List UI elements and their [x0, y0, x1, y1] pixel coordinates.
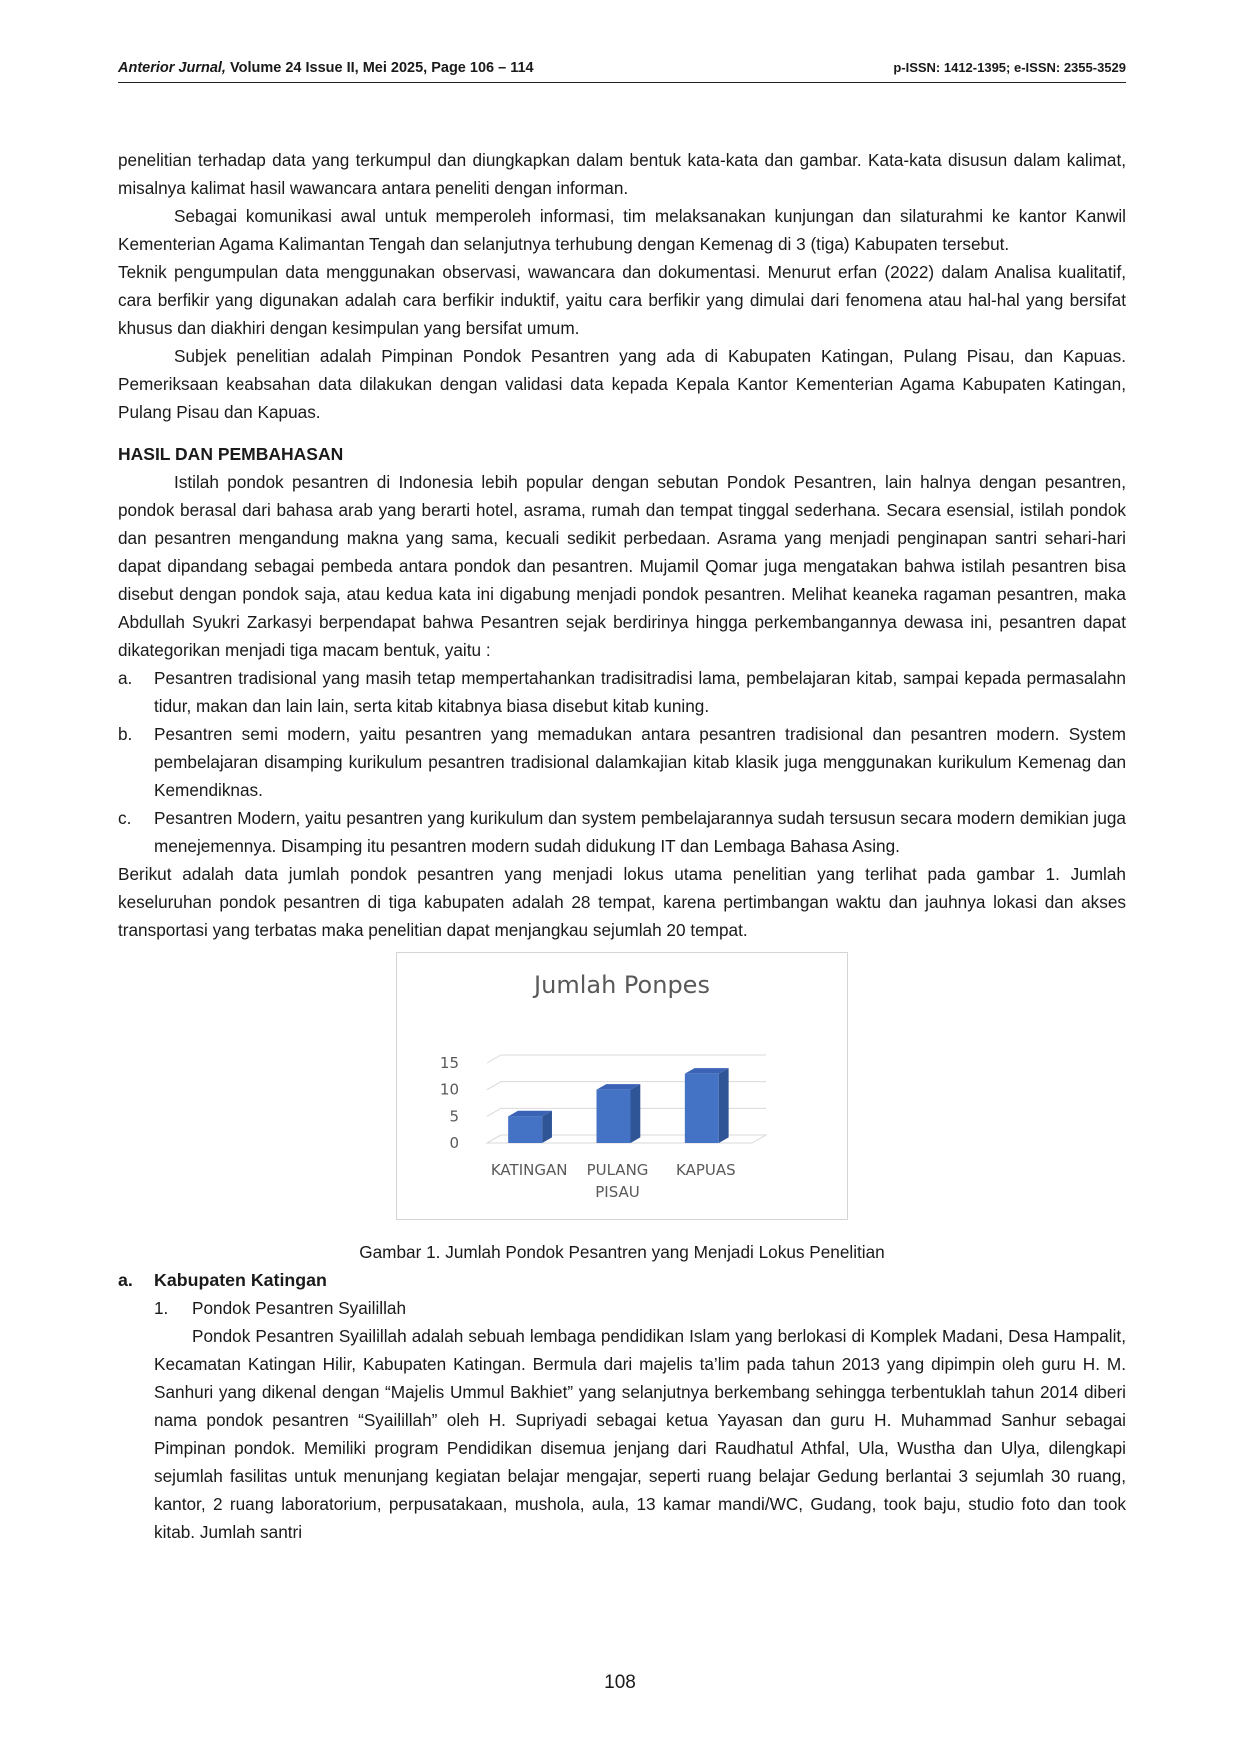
paragraph-data-intro: Berikut adalah data jumlah pondok pesantren yang menjadi lokus utama penelitian yang terlihat pada gambar 1. Jumlah keseluruhan pondok pesantren di tiga kabupaten adalah 28 tempat, karena pertimbangan waktu dan jauhnya lokasi dan akses transportasi yang terbatas maka penelitian dapat menjangkau sejumlah 20 tempat. — [118, 864, 1126, 940]
list-marker: a. — [118, 668, 133, 688]
list-marker: b. — [118, 724, 133, 744]
y-tick-label: 10 — [439, 1080, 459, 1099]
subsection-title: Kabupaten Katingan — [154, 1270, 327, 1290]
list-text: Pesantren semi modern, yaitu pesantren yang memadukan antara pesantren tradisional dan pesantren modern. System pembelajaran disamping kurikulum pesantren tradisional dalamkajian kitab klasik juga menggunakan kurikulum Kemenag dan Kemendiknas. — [154, 724, 1126, 800]
subsection-heading — [118, 1266, 1126, 1294]
x-tick-label: KATINGAN — [490, 1161, 568, 1179]
subsubsection-marker: 1. — [154, 1298, 169, 1318]
list-item — [118, 664, 1126, 720]
list-item — [118, 804, 1126, 860]
bar-side — [631, 1084, 641, 1143]
paragraph-data-description: penelitian terhadap data yang terkumpul dan diungkapkan dalam bentuk kata-kata dan gambar. Kata-kata disusun dalam kalimat, misalnya kalimat hasil wawancara antara peneliti dengan informan. — [118, 150, 1126, 198]
journal-name: Anterior Jurnal, — [118, 60, 226, 76]
bar-front — [685, 1074, 719, 1143]
x-tick-label: PISAU — [595, 1183, 640, 1201]
list-text: Pesantren tradisional yang masih tetap mempertahankan tradisitradisi lama, pembelajaran kitab, sampai kepada permasalahn tidur, makan dan lain lain, serta kitab kitabnya biasa disebut kitab kuning. — [154, 668, 1126, 716]
bar-chart — [397, 953, 847, 1219]
figure-caption: Gambar 1. Jumlah Pondok Pesantren yang Menjadi Lokus Penelitian — [359, 1242, 885, 1262]
header-journal-info — [118, 60, 534, 76]
subsection-marker: a. — [118, 1270, 133, 1290]
paragraph-katingan: Pondok Pesantren Syailillah adalah sebuah lembaga pendidikan Islam yang berlokasi di Komplek Madani, Desa Hampalit, Kecamatan Katingan Hilir, Kabupaten Katingan. Bermula dari majelis ta’lim pada tahun 2013 yang dipimpin oleh guru H. M. Sanhuri yang dikenal dengan “Majelis Ummul Bakhiet” yang selanjutnya berkembang sehingga terbentuklah tahun 2014 diberi nama pondok pesantren “Syailillah” oleh H. Supriyadi sebagai ketua Yayasan dan guru H. Muhammad Sanhur sebagai Pimpinan pondok. Memiliki program Pendidikan disemua jenjang dari Raudhatul Athfal, Ula, Wustha dan Ulya, dilengkapi sejumlah fasilitas untuk menunjang kegiatan belajar mengajar, seperti ruang belajar Gedung berlantai 3 sejumlah 30 ruang, kantor, 2 ruang laboratorium, perpusatakaan, mushola, aula, 13 kamar mandi/WC, Gudang, took baju, studio foto dan took kitab. Jumlah santri — [154, 1326, 1126, 1542]
gridline — [487, 1055, 766, 1063]
chart-title: Jumlah Ponpes — [534, 971, 710, 999]
bar-front — [508, 1116, 542, 1143]
list-marker: c. — [118, 808, 132, 828]
page-number: 108 — [604, 1672, 636, 1693]
list-text: Pesantren Modern, yaitu pesantren yang kurikulum dan system pembelajarannya sudah tersusun secara modern demikian juga menejemennya. Disamping itu pesantren modern sudah didukung IT dan Lembaga Bahasa Asing. — [154, 808, 1126, 856]
bar-side — [542, 1111, 552, 1143]
pesantren-type-list — [118, 664, 1126, 860]
bar-side — [719, 1068, 729, 1143]
bar-chart-figure — [396, 952, 848, 1220]
paragraph-initial-communication: Sebagai komunikasi awal untuk memperoleh informasi, tim melaksanakan kunjungan dan silaturahmi ke kantor Kanwil Kementerian Agama Kalimantan Tengah dan selanjutnya terhubung dengan Kemenag di 3 (tiga) Kabupaten tersebut. — [118, 206, 1126, 254]
y-tick-label: 0 — [449, 1134, 459, 1152]
x-tick-label: PULANG — [586, 1161, 649, 1179]
y-tick-label: 15 — [439, 1054, 459, 1072]
x-tick-label: KAPUAS — [676, 1161, 736, 1179]
journal-volume: Volume 24 Issue II, Mei 2025, Page 106 – 114 — [225, 60, 534, 76]
y-tick-label: 5 — [449, 1107, 459, 1126]
section-heading: HASIL DAN PEMBAHASAN — [118, 444, 344, 464]
bar-front — [597, 1090, 631, 1143]
paragraph-results: Istilah pondok pesantren di Indonesia lebih popular dengan sebutan Pondok Pesantren, lain halnya dengan pesantren, pondok berasal dari bahasa arab yang berarti hotel, asrama, rumah dan tempat tinggal sederhana. Secara esensial, istilah pondok dan pesantren mengandung makna yang sama, kecuali sedikit perbedaan. Asrama yang menjadi penginapan santri sehari-hari dapat dipandang sebagai pembeda antara pondok dan pesantren. Mujamil Qomar juga mengatakan bahwa istilah pesantren bisa disebut dengan pondok saja, atau kedua kata ini digabung menjadi pondok pesantren. Melihat keaneka ragaman pesantren, maka Abdullah Syukri Zarkasyi berpendapat bahwa Pesantren sejak berdirinya hingga perkembangannya dewasa ini, pesantren dapat dikategorikan menjadi tiga macam bentuk, yaitu : — [118, 472, 1126, 660]
header-issn: p-ISSN: 1412-1395; e-ISSN: 2355-3529 — [893, 60, 1126, 75]
paragraph-research-subject: Subjek penelitian adalah Pimpinan Pondok Pesantren yang ada di Kabupaten Katingan, Pulang Pisau, dan Kapuas. Pemeriksaan keabsahan data dilakukan dengan validasi data kepada Kepala Kantor Kementerian Agama Kabupaten Katingan, Pulang Pisau dan Kapuas. — [118, 346, 1126, 422]
list-item — [118, 720, 1126, 804]
figure-container — [118, 952, 1126, 1220]
paragraph-data-collection: Teknik pengumpulan data menggunakan observasi, wawancara dan dokumentasi. Menurut erfan (2022) dalam Analisa kualitatif, cara berfikir yang digunakan adalah cara berfikir induktif, yaitu cara berfikir yang dimulai dari fenomena atau hal-hal yang bersifat khusus dan diakhiri dengan kesimpulan yang bersifat umum. — [118, 262, 1126, 338]
running-header — [118, 60, 1126, 83]
subsubsection-heading — [154, 1294, 1126, 1322]
page-body — [118, 146, 1126, 1546]
subsubsection-title: Pondok Pesantren Syailillah — [192, 1298, 407, 1318]
